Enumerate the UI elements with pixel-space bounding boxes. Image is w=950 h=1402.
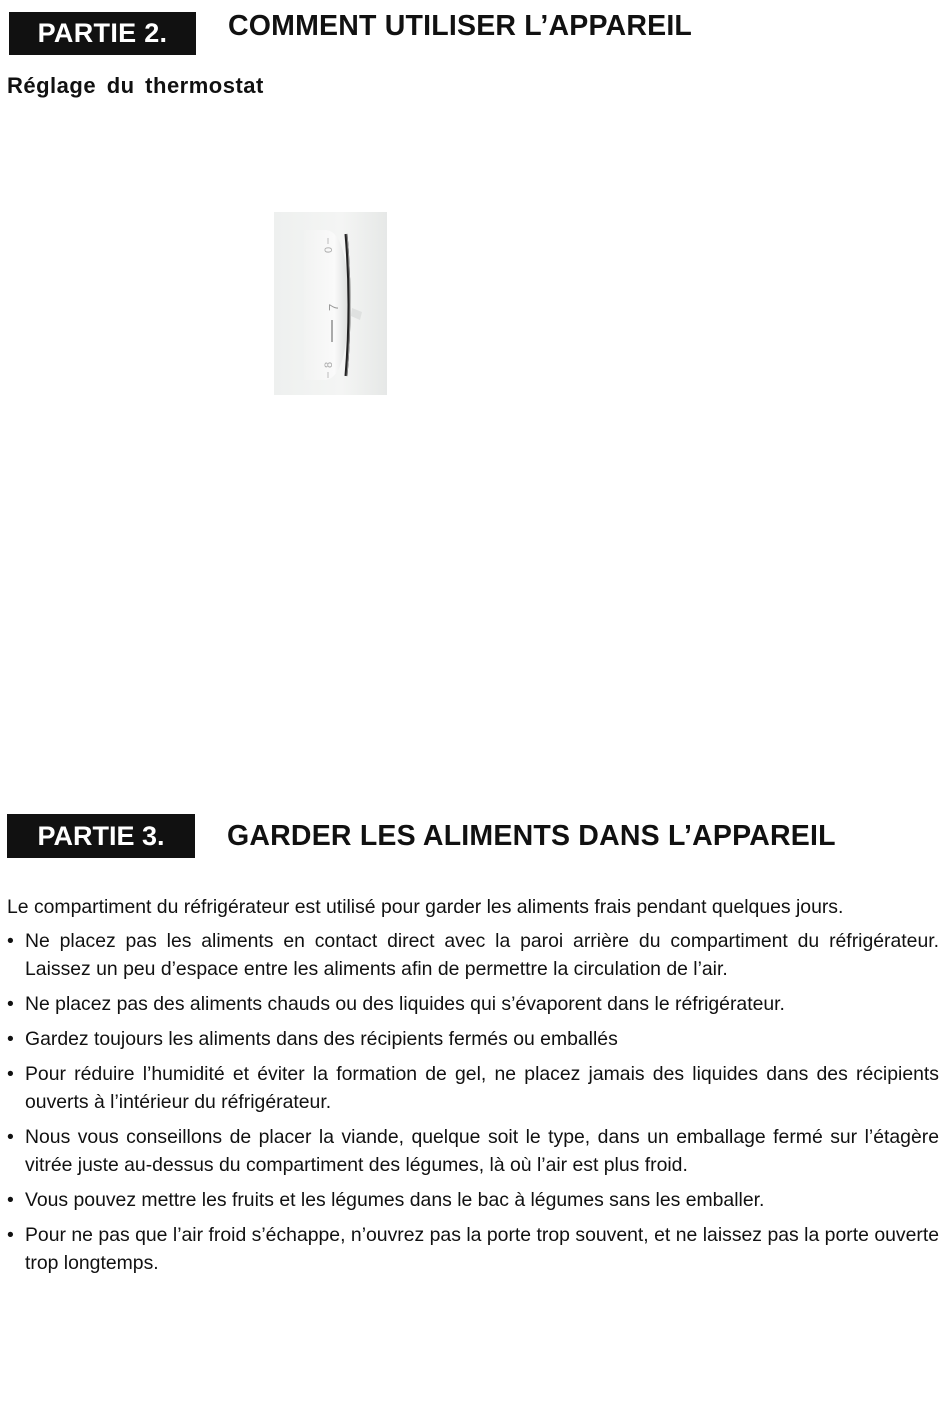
thermostat-subtitle: Réglage du thermostat	[7, 73, 264, 98]
list-item	[7, 1025, 939, 1053]
bullet-icon: •	[7, 1126, 14, 1148]
part-2-title: COMMENT UTILISER L’APPAREIL	[228, 10, 693, 42]
bullet-icon: •	[7, 1028, 14, 1050]
part-3-badge: PARTIE 3.	[7, 814, 195, 858]
list-item-text: Gardez toujours les aliments dans des récipients fermés ou emballés	[25, 1028, 618, 1050]
bullet-icon: •	[7, 1189, 14, 1211]
list-item-text: Ne placez pas les aliments en contact direct avec la paroi arrière du compartiment du réfrigérateur. Laissez un peu d’espace entre les aliments afin de permettre la circulation de l’air.	[25, 930, 939, 980]
dial-label-0: 0	[323, 246, 335, 253]
bullet-icon: •	[7, 1063, 14, 1085]
list-item	[7, 1221, 939, 1277]
thermostat-dial-photo	[274, 212, 387, 395]
bullet-icon: •	[7, 1224, 14, 1246]
dial-label-7: 7	[326, 303, 341, 311]
list-item	[7, 1123, 939, 1179]
list-item-text: Pour réduire l’humidité et éviter la formation de gel, ne placez jamais des liquides dans des récipients ouverts à l’intérieur du réfrigérateur.	[25, 1063, 939, 1113]
list-item	[7, 990, 939, 1018]
intro-paragraph: Le compartiment du réfrigérateur est utilisé pour garder les aliments frais pendant quelques jours.	[7, 896, 844, 918]
part-2-badge: PARTIE 2.	[9, 12, 196, 55]
bullet-icon: •	[7, 993, 14, 1015]
list-item-text: Ne placez pas des aliments chauds ou des liquides qui s’évaporent dans le réfrigérateur.	[25, 993, 785, 1015]
list-item	[7, 927, 939, 983]
list-item	[7, 1186, 939, 1214]
list-item-text: Nous vous conseillons de placer la viande, quelque soit le type, dans un emballage fermé sur l’étagère vitrée juste au-dessus du compartiment des légumes, là où l’air est plus froid.	[25, 1126, 939, 1176]
bullet-icon: •	[7, 930, 14, 952]
dial-label-8: 8	[323, 361, 335, 368]
list-item-text: Pour ne pas que l’air froid s’échappe, n’ouvrez pas la porte trop souvent, et ne laissez pas la porte ouverte trop longtemps.	[25, 1224, 939, 1274]
part-3-title: GARDER LES ALIMENTS DANS L’APPAREIL	[227, 820, 836, 852]
list-item-text: Vous pouvez mettre les fruits et les légumes dans le bac à légumes sans les emballer.	[25, 1189, 765, 1211]
list-item	[7, 1060, 939, 1116]
storage-instructions	[7, 893, 939, 1284]
